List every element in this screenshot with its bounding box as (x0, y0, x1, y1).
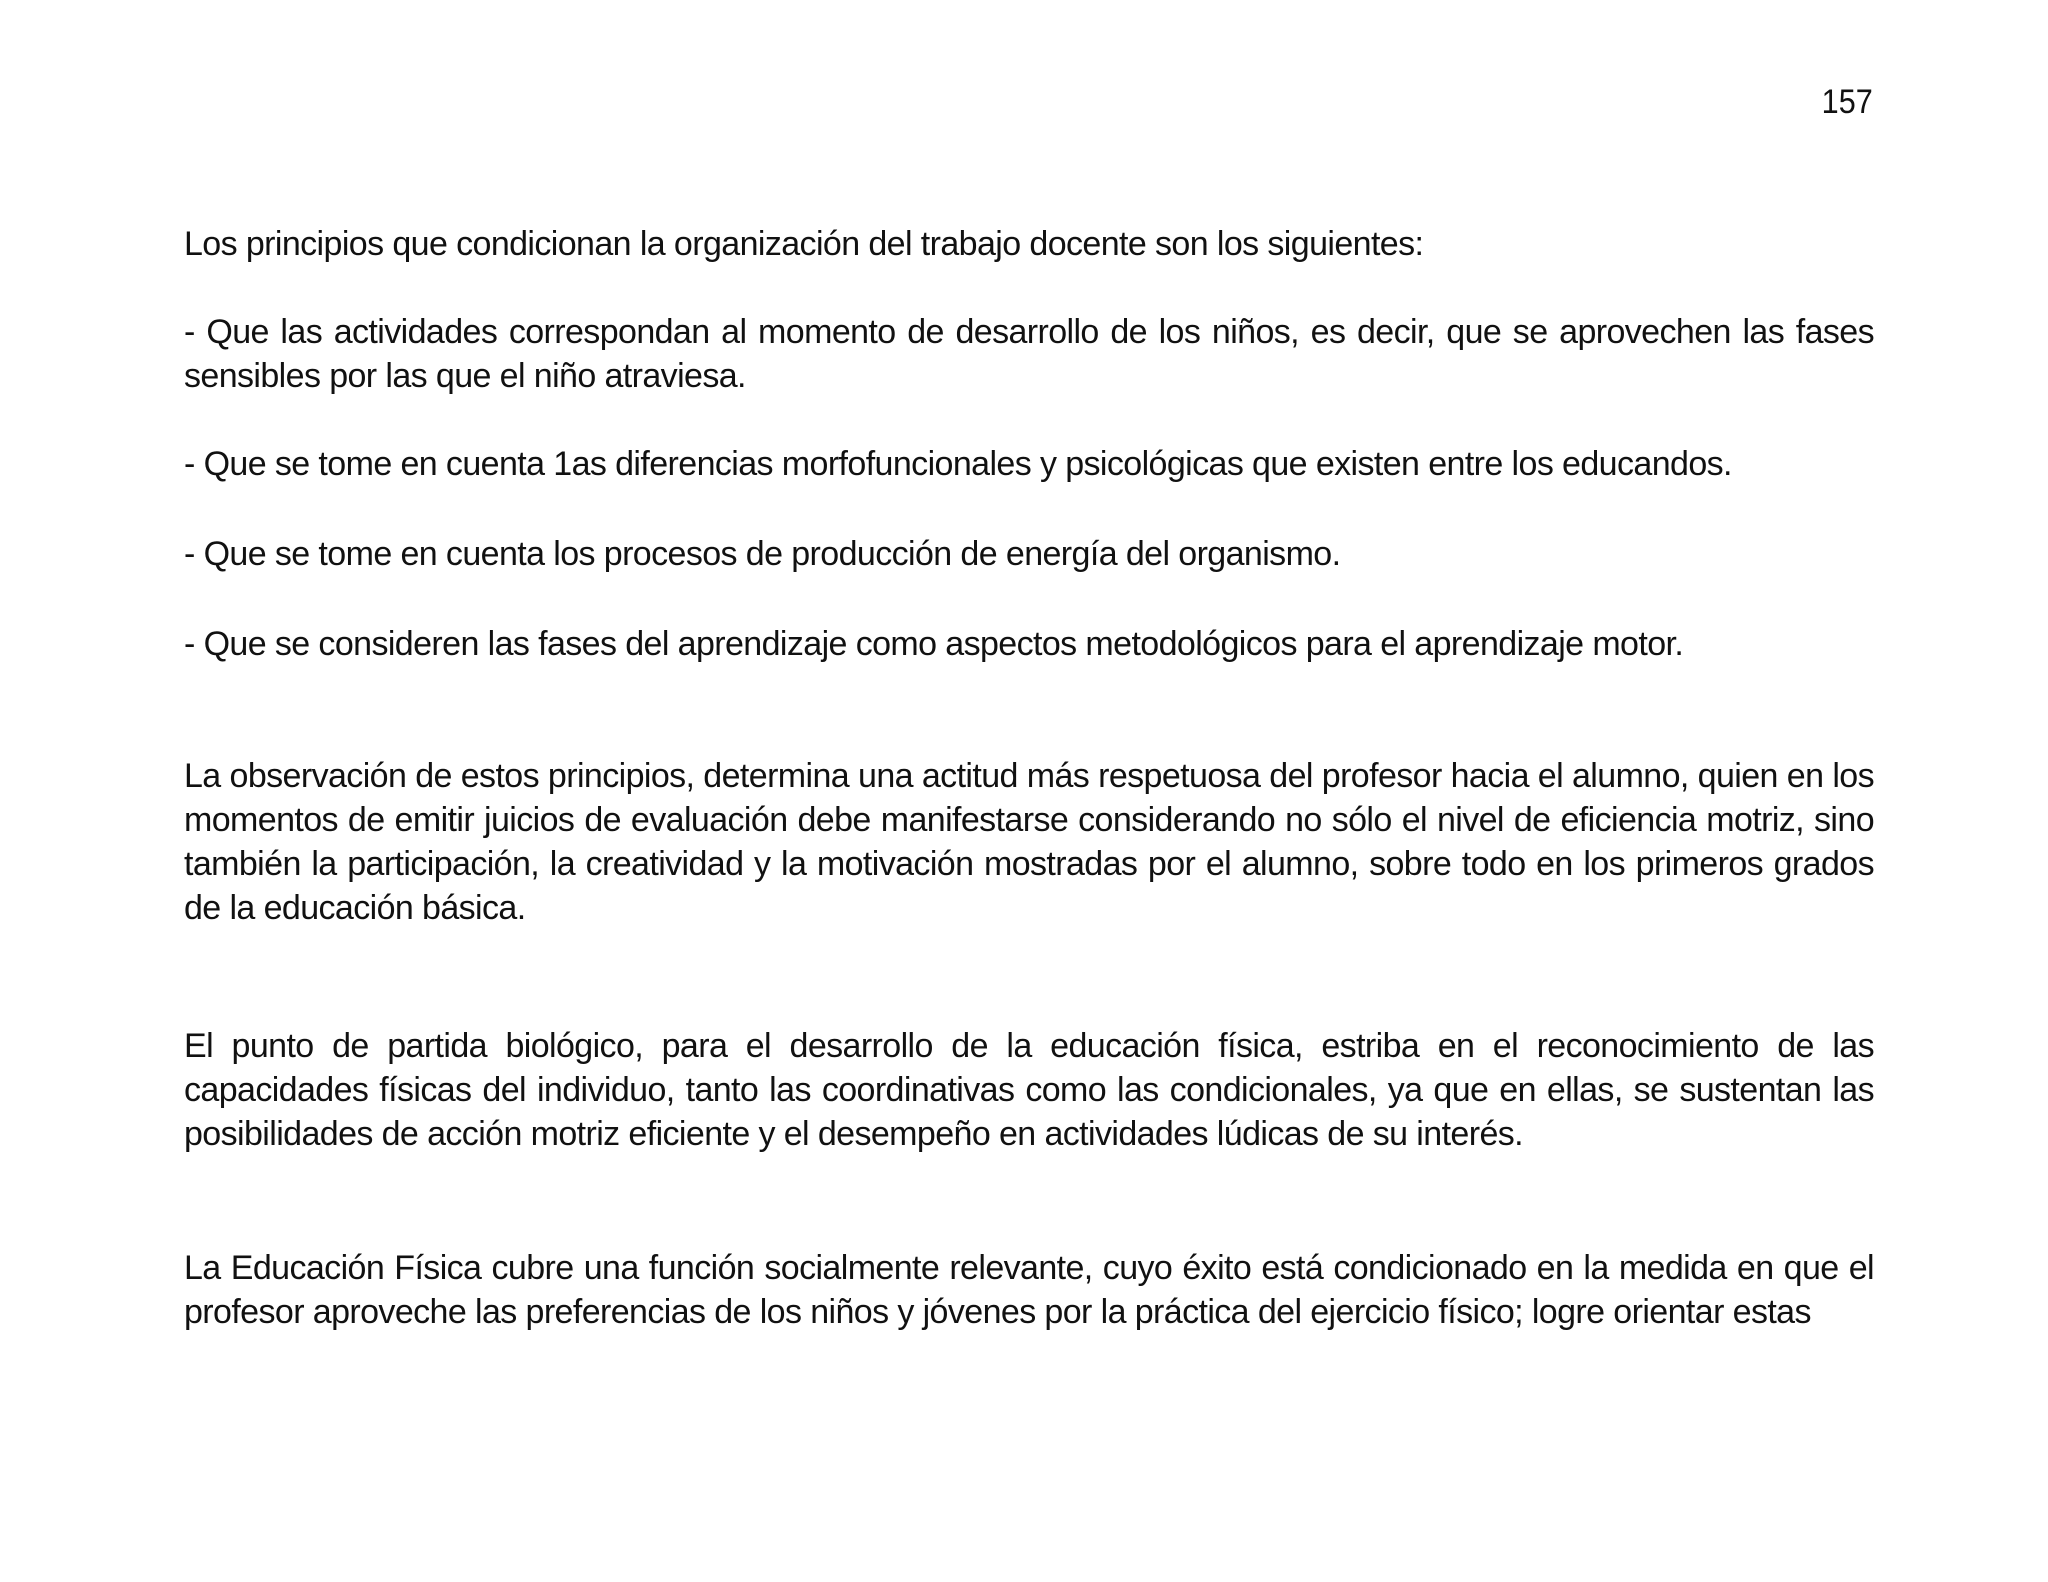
bullet-item-1 (184, 310, 1874, 398)
paragraph-text: El punto de partida biológico, para el desarrollo de la educación física, estriba en el reconocimiento de las capacidades físicas del individuo, tanto las coordinativas como las condicionales, ya que en ellas, se sustentan las posibilidades de acción motriz eficiente y el desempeño en actividades lúdicas de su interés. (184, 1027, 1874, 1153)
bullet-item-2 (184, 442, 1874, 486)
paragraph-text: La observación de estos principios, determina una actitud más respetuosa del profesor hacia el alumno, quien en los momentos de emitir juicios de evaluación debe manifestarse considerando no sólo el nivel de eficiencia motriz, sino también la participación, la creatividad y la motivación mostradas por el alumno, sobre todo en los primeros grados de la educación básica. (184, 757, 1874, 927)
body-paragraph-2 (184, 1024, 1874, 1156)
bullet-text: - Que se tome en cuenta los procesos de producción de energía del organismo. (184, 535, 1341, 573)
body-paragraph-3 (184, 1246, 1874, 1334)
bullet-item-4 (184, 622, 1874, 666)
paragraph-text: La Educación Física cubre una función socialmente relevante, cuyo éxito está condicionado en la medida en que el profesor aproveche las preferencias de los niños y jóvenes por la práctica del ejercicio físico; logre orientar estas (184, 1249, 1874, 1331)
page-number: 157 (1821, 83, 1873, 121)
body-paragraph-1 (184, 754, 1874, 930)
intro-paragraph (184, 222, 1874, 266)
intro-text: Los principios que condicionan la organización del trabajo docente son los siguientes: (184, 225, 1424, 263)
bullet-text: - Que las actividades correspondan al momento de desarrollo de los niños, es decir, que se aprovechen las fases sensibles por las que el niño atraviesa. (184, 313, 1874, 395)
bullet-text: - Que se tome en cuenta 1as diferencias morfofuncionales y psicológicas que existen entre los educandos. (184, 445, 1732, 483)
bullet-item-3 (184, 532, 1874, 576)
bullet-text: - Que se consideren las fases del aprendizaje como aspectos metodológicos para el aprendizaje motor. (184, 625, 1684, 663)
